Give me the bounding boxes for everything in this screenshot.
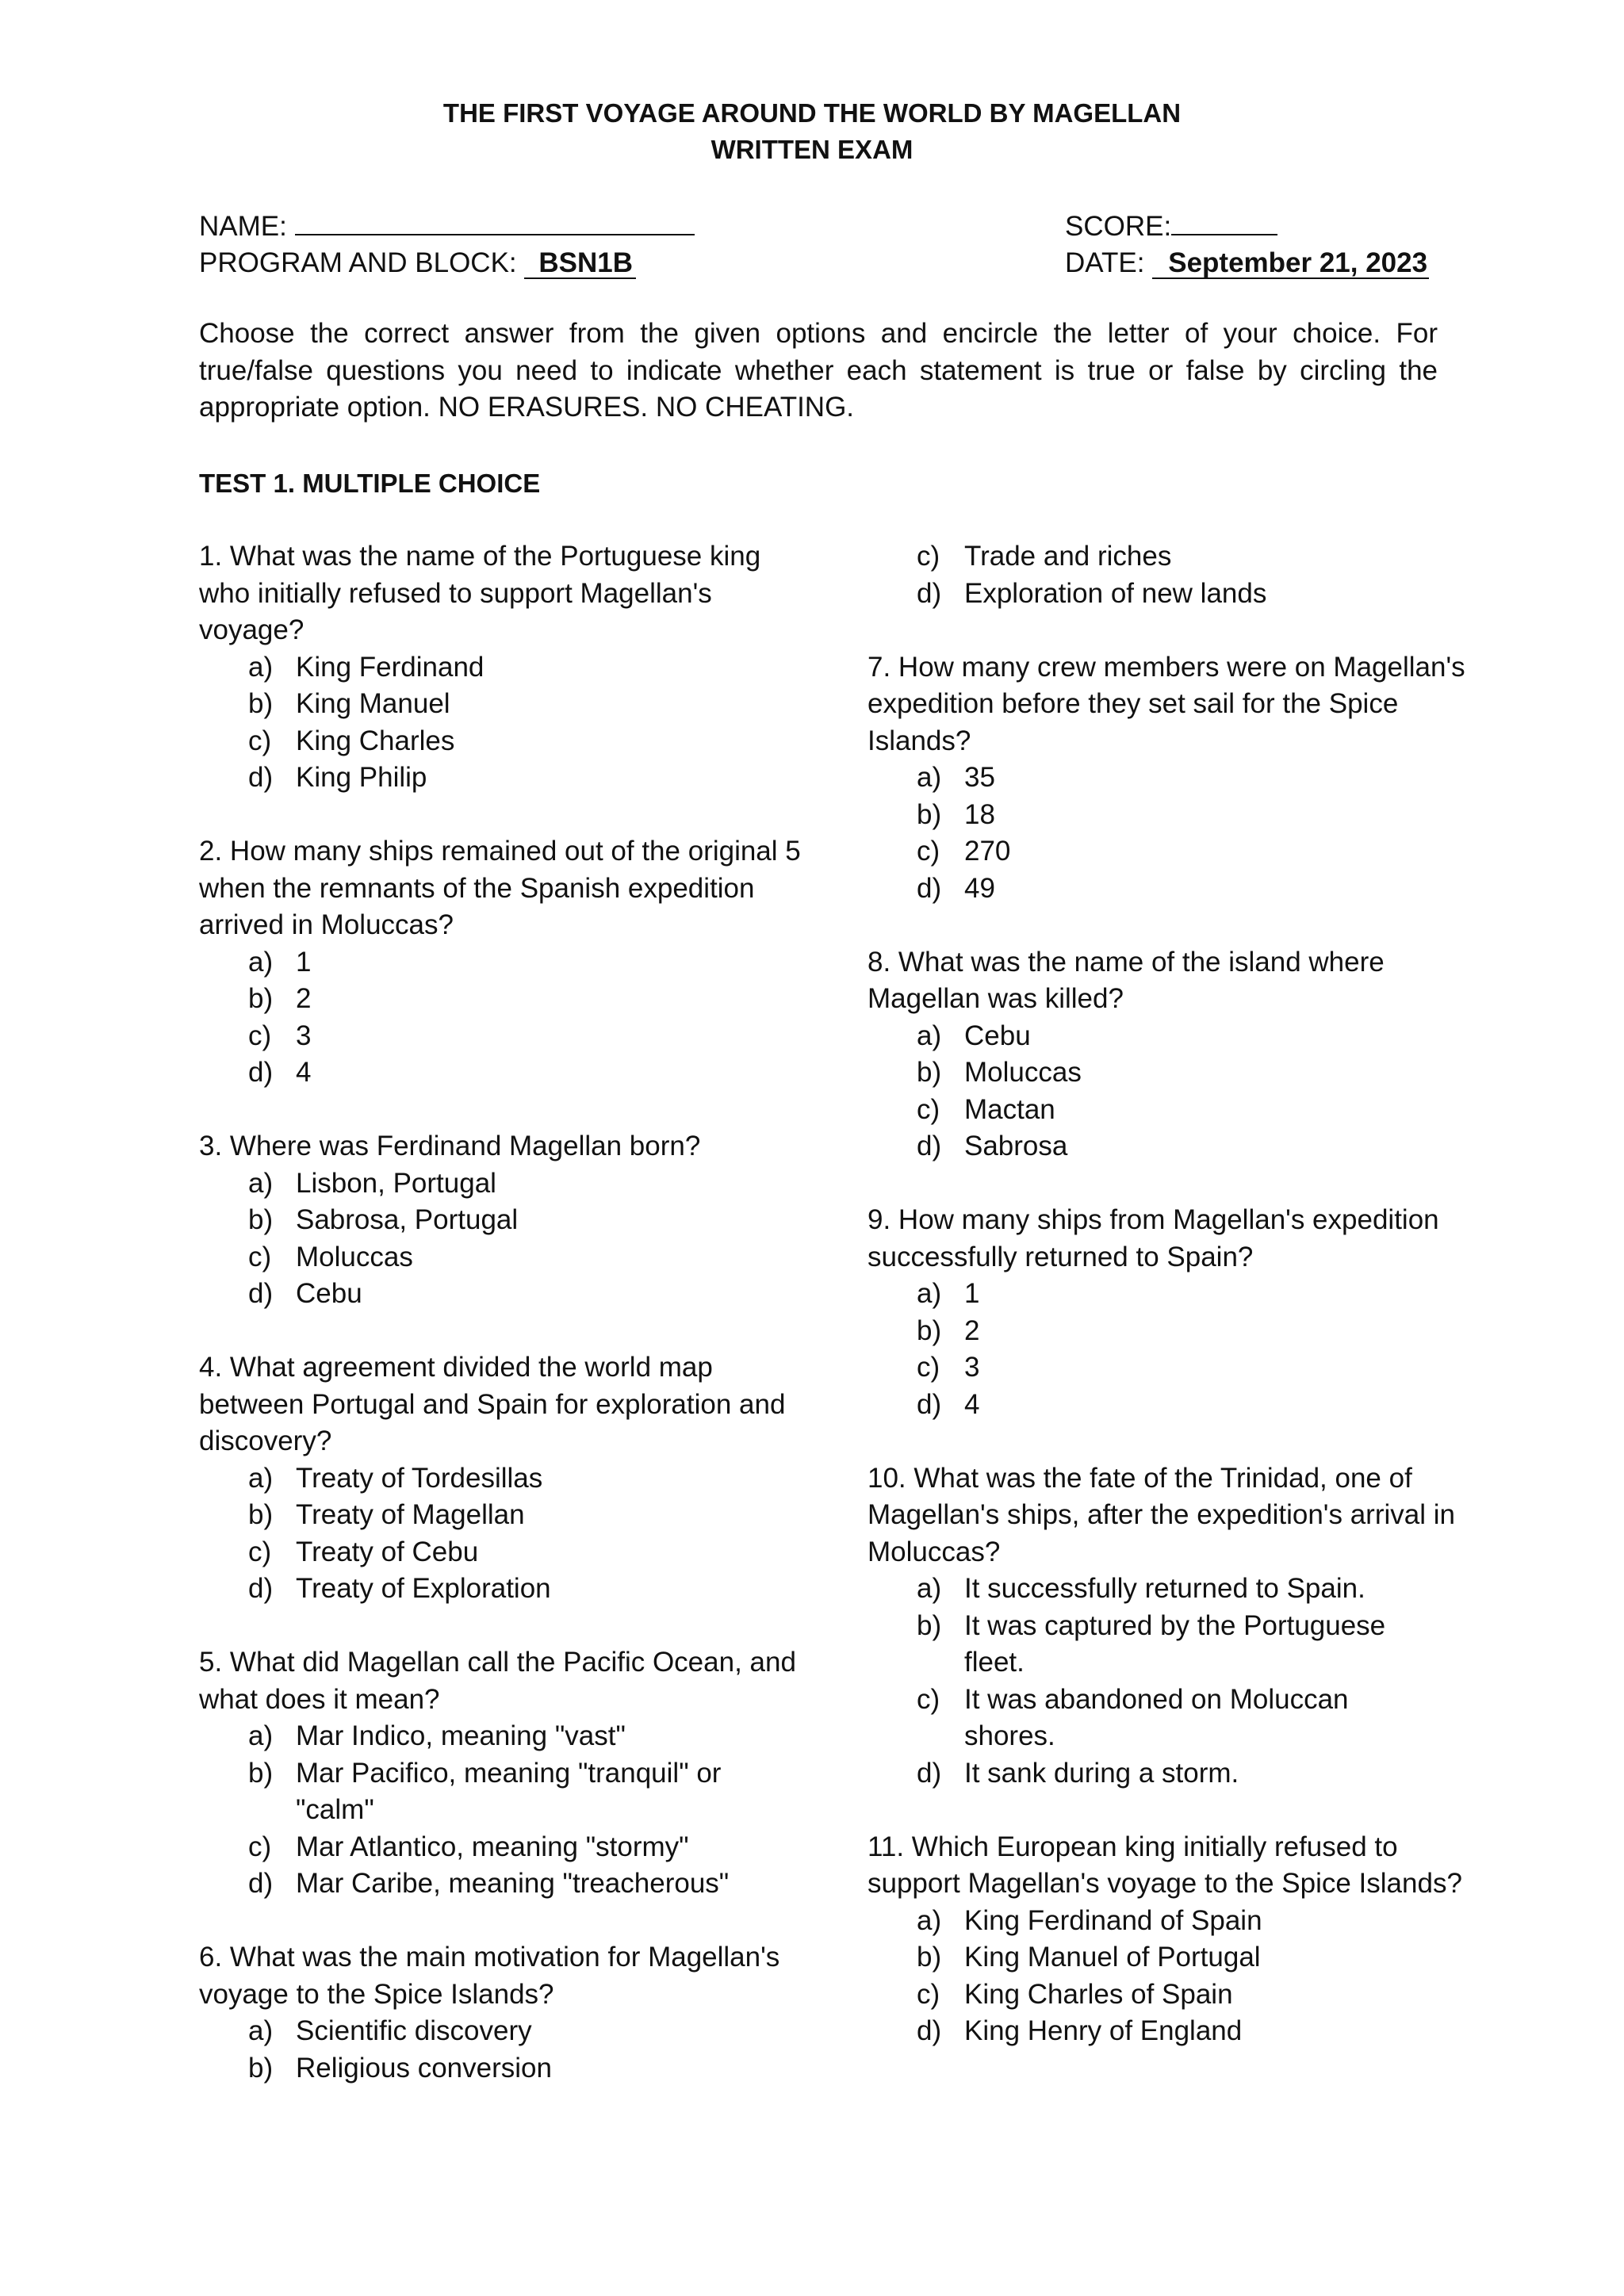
answer-option[interactable]: b) Treaty of Magellan xyxy=(248,1499,525,1530)
date-field xyxy=(1065,245,1429,281)
answer-option[interactable]: d) 4 xyxy=(248,1057,312,1088)
answer-option[interactable]: d) 4 xyxy=(917,1388,980,1420)
score-field xyxy=(1065,209,1277,245)
answer-option[interactable]: d) Cebu xyxy=(248,1278,362,1309)
name-blank[interactable] xyxy=(295,209,695,235)
answer-option[interactable]: a) King Ferdinand xyxy=(248,651,485,683)
answer-option[interactable]: c) 270 xyxy=(917,836,1011,867)
question-text: 4. What agreement divided the world map between Portugal and Spain for exploration and discovery? xyxy=(199,1352,786,1456)
question xyxy=(868,649,1470,908)
question xyxy=(199,1644,802,1903)
program-label: PROGRAM AND BLOCK: xyxy=(199,247,517,278)
program-value: BSN1B xyxy=(524,249,636,279)
answer-option[interactable]: d) Sabrosa xyxy=(917,1131,1068,1161)
answer-option[interactable]: b) It was captured by the Portuguese fleet. xyxy=(917,1609,1386,1678)
name-field xyxy=(199,209,695,245)
answer-option[interactable]: c) It was abandoned on Moluccan shores. xyxy=(917,1683,1349,1751)
section-title: TEST 1. MULTIPLE CHOICE xyxy=(199,469,541,498)
question xyxy=(199,833,802,1092)
answer-option[interactable]: a) Mar Indico, meaning "vast" xyxy=(248,1720,626,1751)
answer-option[interactable]: d) 49 xyxy=(917,872,995,904)
answer-option[interactable]: a) Lisbon, Portugal xyxy=(248,1167,496,1199)
question-text: 11. Which European king initially refused to support Magellan's voyage to the Spice Islands? xyxy=(868,1831,1462,1899)
program-field xyxy=(199,245,636,281)
answer-option[interactable]: a) 35 xyxy=(917,762,995,793)
questions-column-left xyxy=(199,538,802,2124)
questions-column-right xyxy=(868,538,1470,2087)
score-blank[interactable] xyxy=(1171,209,1277,235)
answer-option[interactable]: b) 2 xyxy=(917,1314,980,1346)
answer-option[interactable]: a) Cebu xyxy=(917,1020,1031,1051)
answer-option[interactable]: d) Exploration of new lands xyxy=(917,577,1267,609)
question xyxy=(868,1829,1470,2050)
answer-option[interactable]: b) Mar Pacifico, meaning "tranquil" or "calm" xyxy=(248,1757,722,1825)
answer-option[interactable]: d) Treaty of Exploration xyxy=(248,1573,551,1604)
question xyxy=(199,1128,802,1313)
answer-option[interactable]: b) 2 xyxy=(248,983,312,1014)
question xyxy=(868,944,1470,1165)
answer-option[interactable]: d) Mar Caribe, meaning "treacherous" xyxy=(248,1868,730,1899)
question xyxy=(199,1349,802,1608)
answer-option[interactable]: b) Sabrosa, Portugal xyxy=(248,1204,519,1235)
question-text: 8. What was the name of the island where Magellan was killed? xyxy=(868,946,1385,1014)
name-label: NAME: xyxy=(199,211,287,242)
exam-subtitle: WRITTEN EXAM xyxy=(710,135,914,164)
answer-option[interactable]: b) King Manuel xyxy=(248,688,450,719)
question-text: 3. Where was Ferdinand Magellan born? xyxy=(199,1131,701,1161)
question-text: 5. What did Magellan call the Pacific Ocean, and what does it mean? xyxy=(199,1647,796,1715)
answer-option[interactable]: d) King Henry of England xyxy=(917,2015,1243,2046)
answer-option[interactable]: b) 18 xyxy=(917,798,995,830)
answer-option[interactable]: c) 3 xyxy=(248,1020,312,1051)
question xyxy=(199,1939,802,2087)
question-text: 1. What was the name of the Portuguese king who initially refused to support Magellan's voyage? xyxy=(199,541,761,645)
answer-option[interactable]: c) 3 xyxy=(917,1352,980,1383)
answer-option[interactable]: c) Mar Atlantico, meaning "stormy" xyxy=(248,1831,689,1862)
question-continued xyxy=(868,538,1470,612)
answer-option[interactable]: a) Scientific discovery xyxy=(248,2015,532,2046)
answer-option[interactable]: b) Religious conversion xyxy=(248,2052,552,2084)
answer-option[interactable]: a) 1 xyxy=(248,946,312,978)
answer-option[interactable]: d) It sank during a storm. xyxy=(917,1757,1239,1789)
question xyxy=(868,1460,1470,1793)
answer-option[interactable]: c) Treaty of Cebu xyxy=(248,1536,479,1567)
question-text: 9. How many ships from Magellan's expedition successfully returned to Spain? xyxy=(868,1204,1439,1272)
question xyxy=(199,538,802,797)
question-text: 10. What was the fate of the Trinidad, one of Magellan's ships, after the expedition's arrival in Moluccas? xyxy=(868,1462,1455,1567)
answer-option[interactable]: a) 1 xyxy=(917,1278,980,1309)
answer-option[interactable]: c) Moluccas xyxy=(248,1241,413,1272)
date-value: September 21, 2023 xyxy=(1152,249,1429,279)
question-text: 7. How many crew members were on Magellan's expedition before they set sail for the Spice Islands? xyxy=(868,651,1465,756)
answer-option[interactable]: a) It successfully returned to Spain. xyxy=(917,1573,1365,1604)
date-label: DATE: xyxy=(1065,247,1145,278)
answer-option[interactable]: b) Moluccas xyxy=(917,1057,1082,1088)
instructions: Choose the correct answer from the given options and encircle the letter of your choice. For true/false questions you need to indicate whether each statement is true or false by circling the appropriate option. NO ERASURES. NO CHEATING. xyxy=(199,318,1438,423)
score-label: SCORE: xyxy=(1065,211,1172,242)
answer-option[interactable]: d) King Philip xyxy=(248,762,427,793)
exam-title: THE FIRST VOYAGE AROUND THE WORLD BY MAGELLAN xyxy=(442,98,1182,128)
question-text: 6. What was the main motivation for Magellan's voyage to the Spice Islands? xyxy=(199,1942,780,2010)
answer-option[interactable]: c) Trade and riches xyxy=(917,541,1172,572)
answer-option[interactable]: a) King Ferdinand of Spain xyxy=(917,1904,1262,1936)
answer-option[interactable]: a) Treaty of Tordesillas xyxy=(248,1462,543,1494)
answer-option[interactable]: c) King Charles of Spain xyxy=(917,1978,1233,2010)
question xyxy=(868,1202,1470,1423)
answer-option[interactable]: c) King Charles xyxy=(248,725,455,756)
answer-option[interactable]: c) Mactan xyxy=(917,1093,1055,1125)
question-text: 2. How many ships remained out of the original 5 when the remnants of the Spanish expedition arrived in Moluccas? xyxy=(199,836,801,940)
answer-option[interactable]: b) King Manuel of Portugal xyxy=(917,1942,1261,1973)
